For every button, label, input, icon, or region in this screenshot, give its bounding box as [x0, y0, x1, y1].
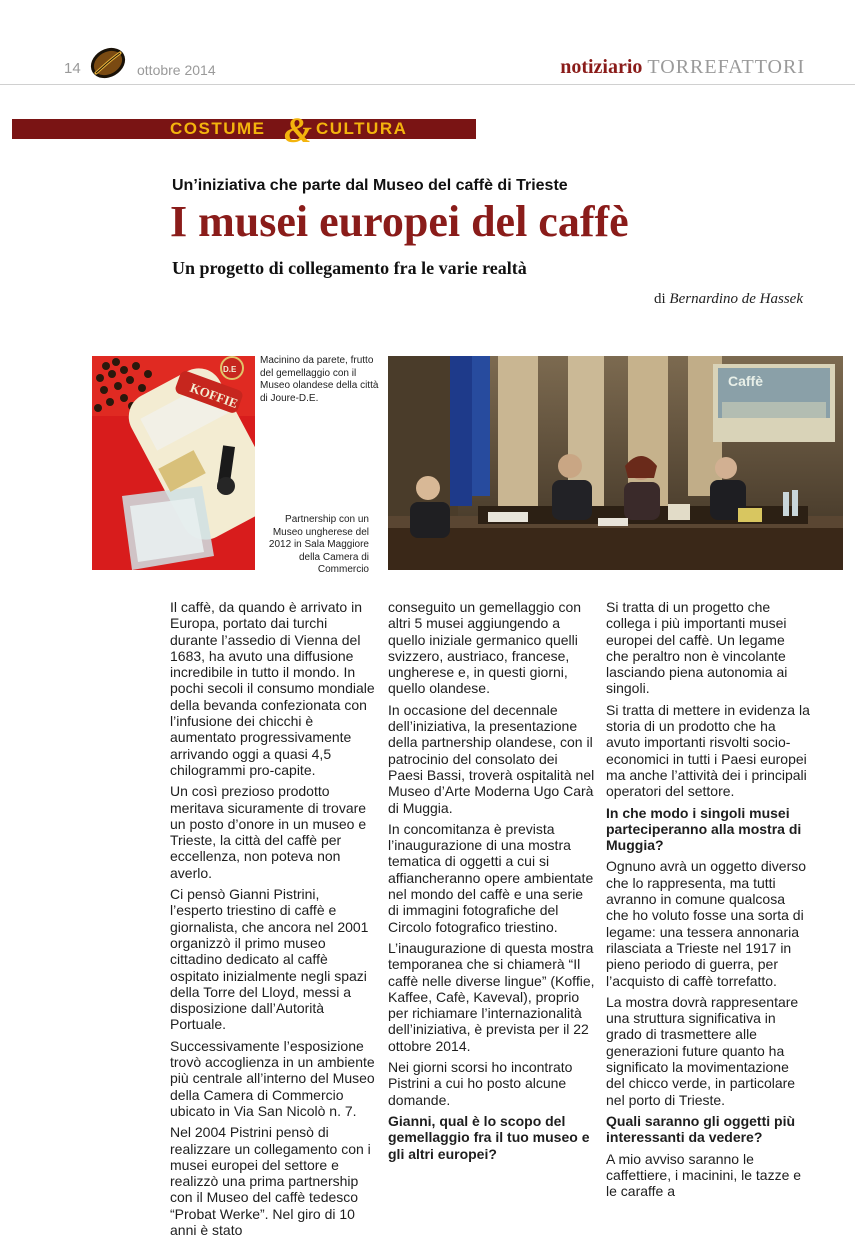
paragraph: In occasione del decennale dell’iniziativa, la presentazione della partnership olandese, con il patrocinio del consolato dei Paesi Bassi, troverà ospitalità nel Museo d’Arte Moderna Ugo Carà di Muggia. — [388, 701, 595, 816]
caption-conference: Partnership con un Museo ungherese del 2012 in Sala Maggiore della Camera di Commercio — [268, 514, 369, 575]
brand-primary: notiziario — [560, 56, 643, 78]
paragraph: Si tratta di un progetto che collega i più importanti musei europei del caffè. Un legame che peraltro non è vincolante lasciando piena autonomia ai singoli. — [606, 599, 788, 697]
paragraph: Un così prezioso prodotto meritava sicuramente di trovare un posto d’onore in un museo e Trieste, la città del caffè per eccellenza, non poteva non averlo. — [170, 783, 367, 881]
byline-author: Bernardino de Hassek — [669, 291, 803, 307]
article-title: I musei europei del caffè — [170, 197, 629, 246]
text-column-3 — [606, 599, 811, 1204]
paragraph: Nel 2004 Pistrini pensò di realizzare un collegamento con i musei europei del settore e realizzò una prima partnership con il Museo del caffè tedesco “Probat Werke”. Nel giro di 10 anni è stato — [170, 1124, 371, 1238]
svg-text:KOFFIE: KOFFIE — [188, 379, 241, 412]
interview-question: Quali saranno gli oggetti più interessanti da vedere? — [606, 1112, 796, 1146]
svg-text:D.E: D.E — [223, 365, 237, 374]
paragraph: L’inaugurazione di questa mostra temporanea che si chiamerà “Il caffè nelle diverse lingue” (Koffie, Kaffee, Cafè, Kaveval), proprio per richiamare l’internazionalità dell’iniziativa, è prevista per il 22 ottobre 2014. — [388, 939, 595, 1054]
paragraph: conseguito un gemellaggio con altri 5 musei aggiungendo a quello iniziale germanico quelli svizzero, austriaco, francese, ungherese e, in questi giorni, quello olandese. — [388, 599, 582, 697]
article-subtitle: Un progetto di collegamento fra le varie realtà — [172, 258, 527, 278]
svg-text:Caffè: Caffè — [728, 373, 764, 389]
coffee-bean-icon — [88, 46, 128, 80]
paragraph: Successivamente l’esposizione trovò accoglienza in un ambiente più centrale all’interno del Museo della Camera di Commercio ubicato in Via San Nicolò n. 7. — [170, 1037, 375, 1119]
page-number: 14 — [64, 60, 81, 77]
brand-secondary: TORREFATTORI — [647, 56, 805, 78]
section-word-1: COSTUME — [170, 119, 266, 138]
paragraph: Il caffè, da quando è arrivato in Europa, portato dai turchi durante l’assedio di Vienna del 1683, ha avuto una diffusione incredibile in tutto il mondo. In pochi secoli il consumo mondiale della bevanda confezionata con l’infusione dei chicchi è aumentato progressivamente arrivando oggi a quasi 4,5 chilogrammi pro-capite. — [170, 599, 375, 778]
article-kicker: Un’iniziativa che parte dal Museo del caffè di Trieste — [172, 177, 568, 194]
section-ampersand: & — [284, 110, 313, 150]
interview-question: Gianni, qual è lo scopo del gemellaggio fra il tuo museo e gli altri europei? — [388, 1112, 590, 1162]
article-byline — [654, 291, 803, 308]
text-column-1 — [170, 599, 375, 1243]
byline-prefix: di — [653, 291, 666, 307]
paragraph: Si tratta di mettere in evidenza la storia di un prodotto che ha avuto importanti risvolti socio-economici in tutti i Paesi europei ma anche l’attività dei i principali operatori del settore. — [606, 701, 810, 800]
paragraph: La mostra dovrà rappresentare una struttura significativa in grado di trasmettere alle generazioni future quanto ha significato la movimentazione del chicco verde, in particolare nel porto di Trieste. — [606, 993, 799, 1108]
grinder-photo — [92, 356, 255, 570]
paragraph: Ci pensò Gianni Pistrini, l’esperto triestino di caffè e giornalista, che ancora nel 2001 organizzò il primo museo cittadino dedicato al caffè ospitato inizialmente negli spazi della Torre del Lloyd, messi a disposizione dall’Autorità Portuale. — [170, 886, 369, 1033]
interview-question: In che modo i singoli musei parteciperanno alla mostra di Muggia? — [606, 804, 802, 854]
paragraph: A mio avviso saranno le caffettiere, i macinini, le tazze e le caraffe a — [606, 1150, 802, 1200]
paragraph: Nei giorni scorsi ho incontrato Pistrini a cui ho posto alcune domande. — [388, 1059, 573, 1108]
section-banner — [12, 110, 476, 150]
magazine-brand — [560, 56, 805, 79]
header-divider — [0, 84, 855, 85]
issue-date: ottobre 2014 — [137, 62, 216, 78]
section-word-2: CULTURA — [316, 119, 408, 138]
paragraph: In concomitanza è prevista l’inaugurazione di una mostra tematica di oggetti a cui si affiancheranno opere ambientate nel mondo del caffè e una serie di immagini fotografiche del Circolo fotografico triestino. — [388, 820, 594, 935]
caption-grinder: Macinino da parete, frutto del gemellaggio con il Museo olandese della città di Joure-D.E. — [260, 355, 379, 404]
conference-photo — [388, 356, 843, 570]
text-column-2 — [388, 599, 595, 1167]
paragraph: Ognuno avrà un oggetto diverso che lo rappresenta, ma tutti avranno in comune qualcosa che ho voluto fosse una sorta di legame: una tessera annonaria rilasciata a Trieste nel 1917 in pieno periodo di guerra, per l’acquisto di caffè torrefatto. — [606, 858, 807, 989]
